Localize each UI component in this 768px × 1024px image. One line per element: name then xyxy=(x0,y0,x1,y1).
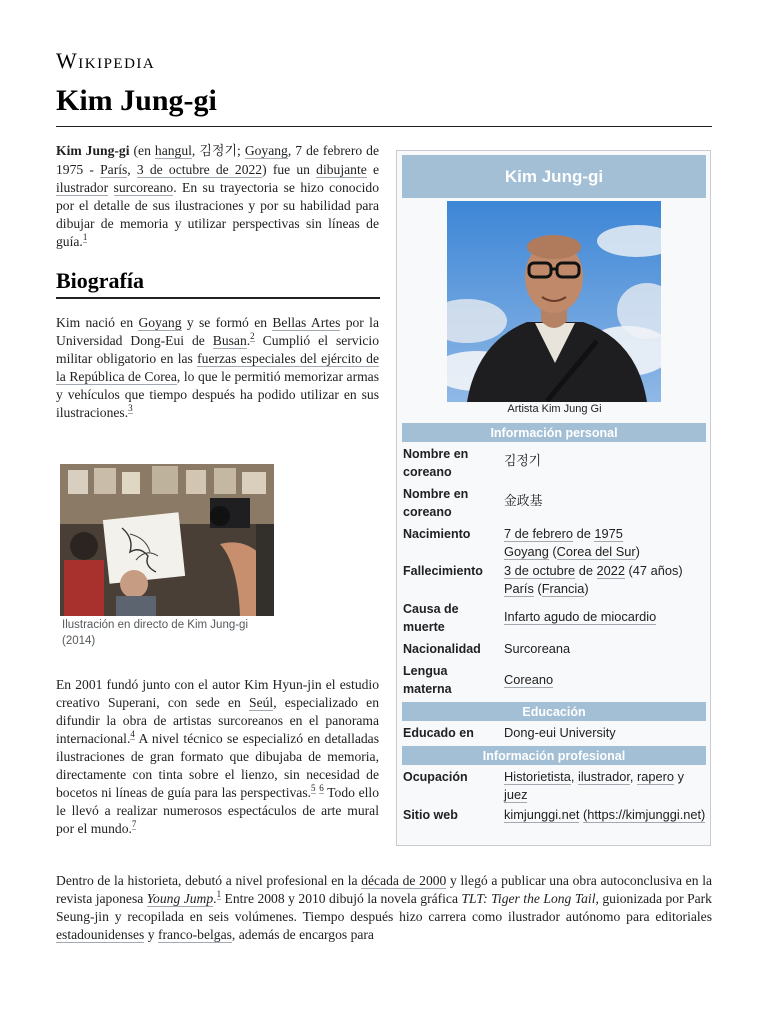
link-fuerzas-especiales[interactable]: fuerzas especiales del ejército de la República de Corea xyxy=(56,351,379,384)
value-birth: 7 de febrero de 1975 Goyang (Corea del Sur) xyxy=(504,526,640,559)
hangul-name: 김정기 xyxy=(199,144,238,159)
label-birth: Nacimiento xyxy=(403,527,471,541)
ref-4[interactable]: 4 xyxy=(130,729,135,740)
section-header-education: Educación xyxy=(402,702,706,721)
portrait-photo[interactable] xyxy=(447,201,661,402)
wikipedia-logo[interactable]: Wikipedia xyxy=(56,48,156,73)
label-korean-name-1: Nombre en coreano xyxy=(403,447,469,479)
link-death-place[interactable]: París xyxy=(504,581,534,596)
link-cause-of-death[interactable]: Infarto agudo de miocardio xyxy=(504,609,657,624)
link-dibujante[interactable]: dibujante xyxy=(316,162,367,177)
link-paris[interactable]: París xyxy=(100,162,128,177)
label-educated-at: Educado en xyxy=(403,726,474,740)
biografia-paragraph-3: Dentro de la historieta, debutó a nivel profesional en la década de 2000 y llegó a publicar una obra autoconclusiva en la revista japonesa Young Jump.$^1$ Entre 2008 y 2010 dibujó la novela gráfica TLT: Tiger the Long Tail, guionizada por Park Seung-jin y recopilada en seis volúmenes. Tiempo después hizo carrera como ilustrador autónomo para editoriales estadounidenses y franco-belgas, además de encargos para xyxy=(56,873,713,942)
value-korean-name-1: 김정기 xyxy=(504,454,542,469)
biografia-paragraph-2: En 2001 fundó junto con el autor Kim Hyun-jin el estudio creativo Superani, con sede en Seúl, especializado en difundir la obra de artistas surcoreanos en el panorama internacional.$^4$ A nivel técnico se especializó en detalladas ilustraciones de gran formato que dibujaba de memoria, directamente con tinta sobre el lienzo, sin necesidad de bocetos ni líneas de guía para las perspectivas.$^5$ $^6$ Todo ello le llevó a realizar numerosos espectáculos de arte mural por el mundo.$^7$ xyxy=(56,677,379,836)
link-birth-country[interactable]: Corea del Sur xyxy=(556,544,636,559)
title-divider xyxy=(56,126,712,127)
value-educated-at: Dong-eui University xyxy=(504,725,616,740)
section-header-professional: Información profesional xyxy=(402,746,706,765)
link-seul[interactable]: Seúl xyxy=(249,695,274,710)
ref-6[interactable]: 6 xyxy=(319,783,324,794)
link-surcoreano[interactable]: surcoreano xyxy=(113,180,174,195)
link-decada-2000[interactable]: década de 2000 xyxy=(361,873,447,888)
ref-5[interactable]: 5 xyxy=(311,783,316,794)
ref-1[interactable]: 1 xyxy=(216,889,222,900)
section-divider xyxy=(56,297,380,299)
infobox xyxy=(396,150,711,846)
biografia-paragraph-1: Kim nació en Goyang y se formó en Bellas Artes por la Universidad Dong-Eui de Busan.$^2$ Cumplió el servicio militar obligatorio en las fuerzas especiales del ejército de la República de Corea, lo que le permitió memorizar armas y vehículos que tiempo después ha podido utilizar en sus ilustraciones.$^3$ xyxy=(56,315,379,420)
value-cause-of-death xyxy=(504,608,708,626)
link-website-url[interactable]: (https://kimjunggi.net) xyxy=(582,807,706,822)
link-rapero[interactable]: rapero xyxy=(637,769,675,784)
value-occupation: Historietista, ilustrador, rapero y juez xyxy=(504,769,685,802)
label-website: Sitio web xyxy=(403,808,458,822)
value-korean-name-2: 金政基 xyxy=(504,494,543,509)
value-nationality: Surcoreana xyxy=(504,641,571,656)
infobox-title: Kim Jung-gi xyxy=(402,155,706,198)
label-cause-of-death: Causa de muerte xyxy=(403,602,459,634)
label-native-language: Lengua materna xyxy=(403,664,452,696)
link-goyang[interactable]: Goyang xyxy=(244,143,288,158)
link-birth-year[interactable]: 1975 xyxy=(594,526,623,541)
subject-name: Kim Jung-gi xyxy=(56,143,130,158)
link-estadounidenses[interactable]: estadounidenses xyxy=(56,927,145,942)
link-website[interactable]: kimjunggi.net xyxy=(504,807,580,822)
ref-2[interactable]: 2 xyxy=(250,331,255,342)
link-historietista[interactable]: Historietista xyxy=(504,769,571,784)
section-header-personal: Información personal xyxy=(402,423,706,442)
ref-3[interactable]: 3 xyxy=(128,403,133,414)
link-bellas-artes[interactable]: Bellas Artes xyxy=(272,315,341,330)
link-ilustrador[interactable]: ilustrador xyxy=(577,769,630,784)
link-birth-place[interactable]: Goyang xyxy=(504,544,549,559)
label-korean-name-2: Nombre en coreano xyxy=(403,487,469,519)
link-goyang[interactable]: Goyang xyxy=(138,315,182,330)
value-website xyxy=(504,806,708,824)
link-death-date[interactable]: 3 de octubre xyxy=(504,563,576,578)
ref-1[interactable]: 1 xyxy=(82,232,88,243)
page-title: Kim Jung-gi xyxy=(56,84,217,117)
link-death-country[interactable]: Francia xyxy=(541,581,585,596)
link-death-year[interactable]: 2022 xyxy=(596,563,625,578)
link-coreano[interactable]: Coreano xyxy=(504,672,554,687)
live-illustration-photo[interactable] xyxy=(60,464,274,616)
ref-7[interactable]: 7 xyxy=(131,819,137,830)
link-death-date[interactable]: 3 de octubre de 2022 xyxy=(136,162,263,177)
label-nationality: Nacionalidad xyxy=(403,642,481,656)
value-death: 3 de octubre de 2022 (47 años) París (Francia) xyxy=(504,563,683,596)
work-title: TLT: Tiger the Long Tail xyxy=(461,891,596,906)
label-occupation: Ocupación xyxy=(403,770,468,784)
link-juez[interactable]: juez xyxy=(504,787,528,802)
link-busan[interactable]: Busan xyxy=(212,333,247,348)
link-young-jump[interactable]: Young Jump xyxy=(146,891,214,906)
link-birth-date[interactable]: 7 de febrero xyxy=(504,526,574,541)
link-ilustrador[interactable]: ilustrador xyxy=(56,180,109,195)
section-heading-biografia: Biografía xyxy=(56,268,144,293)
value-native-language xyxy=(504,671,708,689)
thumb-caption: Ilustración en directo de Kim Jung-gi (2014) xyxy=(62,619,249,647)
link-hangul[interactable]: hangul xyxy=(154,143,192,158)
portrait-caption: Artista Kim Jung Gi xyxy=(507,403,602,415)
label-death: Fallecimiento xyxy=(403,564,483,578)
intro-paragraph: Kim Jung-gi (en hangul, 김정기; Goyang, 7 de febrero de 1975 - París, 3 de octubre de 2022) fue un dibujante e ilustrador surcoreano. En su trayectoria se hizo conocido por el detalle de sus ilustraciones y por su habilidad para dibujar de memoria y utilizar perspectivas sin líneas de guía.$^1$ xyxy=(56,143,380,249)
link-franco-belgas[interactable]: franco-belgas xyxy=(157,927,232,942)
